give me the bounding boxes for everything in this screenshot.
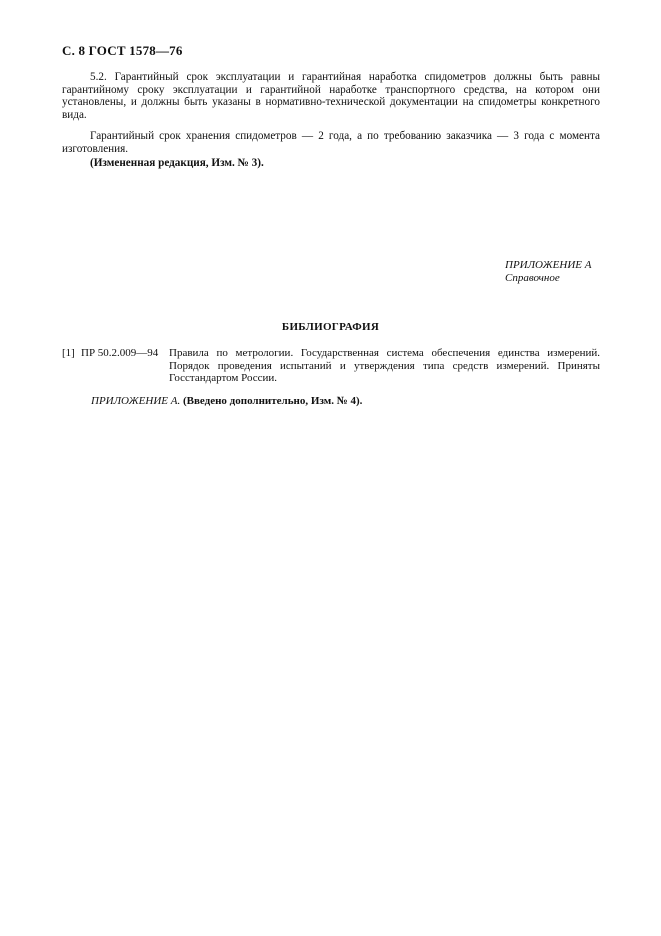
paragraph-amendment	[62, 157, 600, 170]
appendix-heading	[505, 259, 591, 285]
appendix-note-text: (Введено дополнительно, Изм. № 4).	[182, 395, 363, 407]
bibliography-entry-number: [1]	[62, 347, 75, 359]
appendix-note	[91, 395, 362, 407]
paragraph-storage	[62, 130, 600, 155]
paragraph-warranty	[62, 71, 600, 121]
bibliography-entry	[62, 347, 600, 385]
bibliography-entry-text: Правила по метрологии. Государственная система обеспечения единства измерений. Порядок проведения испытаний и утверждения типа средств измерений. Приняты Госстандартом России.	[169, 347, 600, 385]
appendix-title: ПРИЛОЖЕНИЕ А	[505, 259, 592, 271]
bibliography-entry-code: ПР 50.2.009—94	[81, 347, 159, 359]
bibliography-title: БИБЛИОГРАФИЯ	[281, 321, 380, 333]
page-header: С. 8 ГОСТ 1578—76	[62, 43, 183, 58]
paragraph-text: (Измененная редакция, Изм. № 3).	[90, 157, 264, 169]
paragraph-text: Гарантийный срок хранения спидометров — 2 года, а по требованию заказчика — 3 года с момента изготовления.	[62, 130, 600, 155]
paragraph-text: 5.2. Гарантийный срок эксплуатации и гарантийная наработка спидометров должны быть равны гарантийному сроку эксплуатации и гарантийной наработке транспортного средства, на котором они установлены, и должны быть указаны в нормативно-технической документации на спидометры конкретного вида.	[62, 71, 600, 121]
appendix-subtitle: Справочное	[505, 272, 560, 284]
appendix-note-label: ПРИЛОЖЕНИЕ А.	[91, 395, 181, 407]
